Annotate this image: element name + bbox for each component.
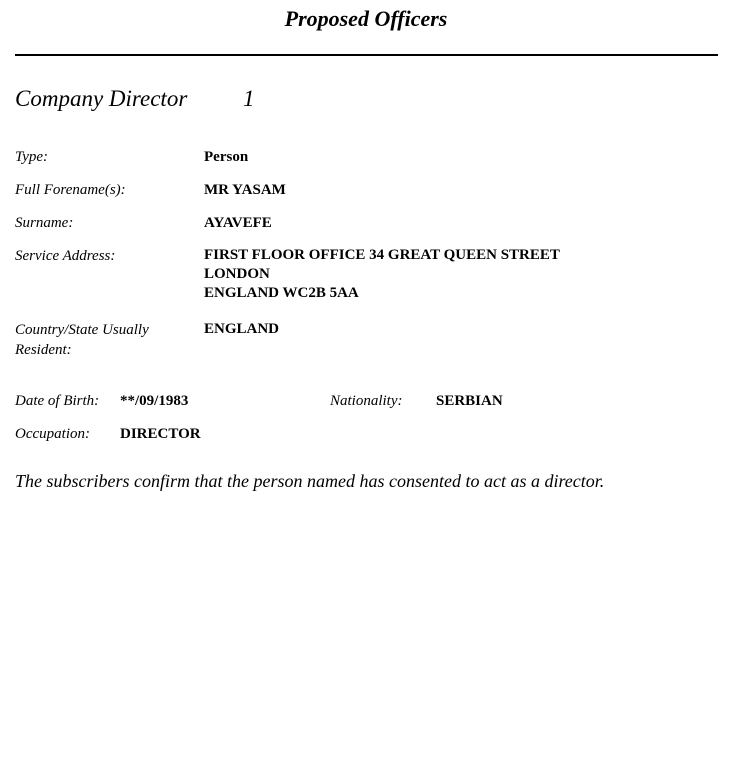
forenames-value: MR YASAM	[204, 182, 286, 198]
date-of-birth-label: Date of Birth:	[15, 393, 100, 409]
country-resident-label-line1: Country/State Usually	[15, 322, 149, 338]
section-heading-label: Company Director	[15, 86, 188, 111]
title-divider	[15, 54, 718, 56]
country-resident-label-line2: Resident:	[15, 342, 72, 358]
nationality-value: SERBIAN	[436, 393, 503, 409]
nationality-label: Nationality:	[330, 393, 403, 409]
forenames-label: Full Forename(s):	[15, 182, 126, 198]
page-title: Proposed Officers	[284, 6, 448, 31]
occupation-value: DIRECTOR	[120, 426, 201, 442]
surname-value: AYAVEFE	[204, 215, 272, 231]
address-line-3: ENGLAND WC2B 5AA	[204, 285, 359, 301]
service-address-label: Service Address:	[15, 248, 116, 264]
country-resident-value: ENGLAND	[204, 321, 280, 337]
address-line-1: FIRST FLOOR OFFICE 34 GREAT QUEEN STREET	[204, 247, 560, 263]
type-value: Person	[204, 149, 249, 165]
service-address-value	[204, 246, 560, 303]
date-of-birth-value: **/09/1983	[120, 393, 189, 409]
occupation-label: Occupation:	[15, 426, 90, 442]
consent-statement: The subscribers confirm that the person named has consented to act as a director.	[15, 471, 605, 491]
section-number: 1	[243, 86, 255, 111]
section-heading	[15, 86, 255, 112]
surname-label: Surname:	[15, 215, 74, 231]
address-line-2: LONDON	[204, 266, 270, 282]
type-label: Type:	[15, 149, 49, 165]
country-resident-label	[15, 320, 149, 360]
